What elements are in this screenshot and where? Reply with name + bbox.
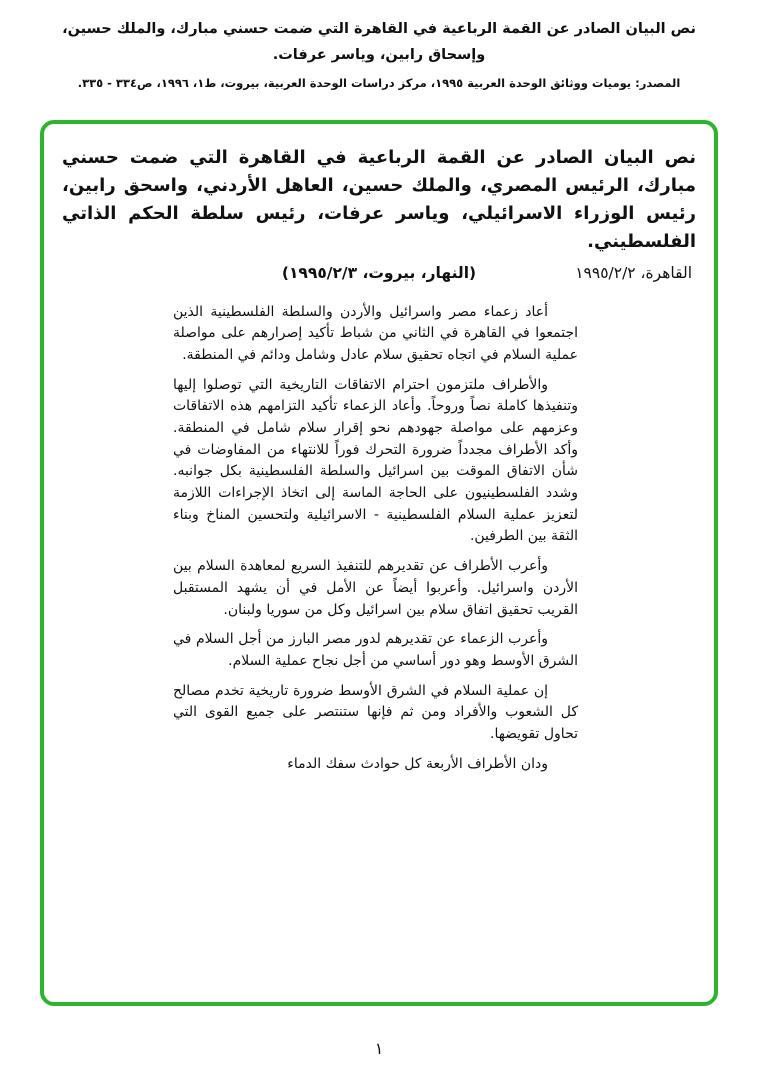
statement-paragraph: وأعرب الزعماء عن تقديرهم لدور مصر البارز من أجل السلام في الشرق الأوسط وهو دور أساسي من أجل نجاح عملية السلام. [173, 631, 578, 669]
statement-paragraph: أعاد زعماء مصر واسرائيل والأردن والسلطة الفلسطينية الذين اجتمعوا في القاهرة في الثاني من شباط تأكيد إصرارهم على مواصلة عملية السلام في اتجاه تحقيق سلام عادل وشامل ودائم في المنطقة. [173, 303, 578, 363]
page-number: ١ [374, 1039, 384, 1058]
statement-paragraph: ودان الأطراف الأربعة كل حوادث سفك الدماء [287, 755, 548, 772]
dateline-location: القاهرة، ١٩٩٥/٢/٢ [575, 263, 692, 282]
statement-box [40, 120, 718, 1006]
dateline [62, 264, 696, 294]
statement-paragraph: إن عملية السلام في الشرق الأوسط ضرورة تاريخية تخدم مصالح كل الشعوب والأفراد ومن ثم فإنها ستنتصر على جميع القوى التي تحاول تقويضها. [173, 682, 578, 742]
statement-paragraph: والأطراف ملتزمون احترام الاتفاقات التاريخية التي توصلوا إليها وتنفيذها كاملة نصاً وروحاً. وأعاد الزعماء تأكيد التزامهم هذه الاتفاقات وعزمهم على مواصلة جهودهم نحو إقرار سلام شامل في المنطقة. وأكد الأطراف مجدداً ضرورة التحرك فوراً للانتهاء من المفاوضات في شأن الاتفاق الموقت بين اسرائيل والسلطة الفلسطينية بكل جوانبه. وشدد الفلسطينيون على الحاجة الماسة إلى اتخاذ الإجراءات اللازمة لتعزيز عملية السلام الفلسطينية - الاسرائيلية ولتحسين المناخ وبناء الثقة بين الطرفين. [173, 376, 578, 545]
page-header: نص البيان الصادر عن القمة الرباعية في القاهرة التي ضمت حسني مبارك، والملك حسين، وإسحاق رابين، وياسر عرفات. [62, 21, 696, 64]
statement-title: نص البيان الصادر عن القمة الرباعية في القاهرة التي ضمت حسني مبارك، الرئيس المصري، والملك حسين، العاهل الأردني، واسحق رابين، رئيس الوزراء الاسرائيلي، وياسر عرفات، رئيس سلطة الحكم الذاتي الفلسطيني. [62, 147, 696, 252]
statement-paragraph: وأعرب الأطراف عن تقديرهم للتنفيذ السريع لمعاهدة السلام بين الأردن واسرائيل. وأعربوا أيضاً عن الأمل في أن يشهد المستقبل القريب تحقيق اتفاق سلام بين اسرائيل وكل من سوريا ولبنان. [173, 558, 578, 618]
dateline-source: (النهار، بيروت، ١٩٩٥/٢/٣) [281, 263, 477, 282]
source-line: المصدر: يوميات ووثائق الوحدة العربية ١٩٩٥، مركز دراسات الوحدة العربية، بيروت، ط١، ١٩٩٦، ص٣٣٤ - ٣٣٥. [77, 76, 681, 91]
statement-body [173, 302, 578, 776]
